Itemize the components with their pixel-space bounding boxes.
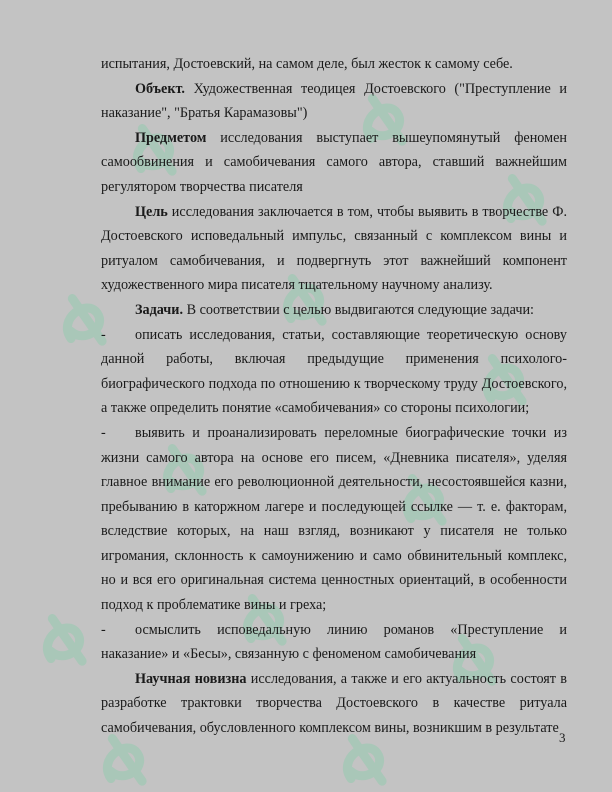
goal-text: исследования заключается в том, чтобы выявить в творчестве Ф. Достоевского исповедальный импульс, связанный с комплексом вины и ритуалом самобичевания, и подвергнуть этот важнейший компонент художественного мира писателя тщательному научному анализу. xyxy=(101,203,567,294)
page-number: 3 xyxy=(559,730,566,745)
object-label: Объект. xyxy=(135,80,185,97)
paragraph-tasks xyxy=(101,298,567,323)
tasks-label: Задачи. xyxy=(135,301,184,318)
object-text: Художественная теодицея Достоевского ("Преступление и наказание", "Братья Карамазовы") xyxy=(101,80,567,122)
list-marker: - xyxy=(101,621,106,638)
watermark-glyph xyxy=(333,732,392,792)
paragraph-goal xyxy=(101,200,567,298)
task-item-3 xyxy=(101,618,567,667)
list-marker: - xyxy=(101,424,106,441)
subject-text: исследования выступает вышеупомянутый феномен самообвинения и самобичевания самого автора, ставший важнейшим регулятором творчества писателя xyxy=(101,129,567,195)
task-text-3: осмыслить исповедальную линию романов «Преступление и наказание» и «Бесы», связанную с феноменом самобичевания xyxy=(101,621,567,663)
tasks-text: В соответствии с целью выдвигаются следующие задачи: xyxy=(183,301,535,318)
task-text-2: выявить и проанализировать переломные биографические точки из жизни самого автора на основе его писем, «Дневника писателя», уделяя главное внимание его революционной деятельности, несостоявшейся казни, пребыванию в каторжном лагере и последующей ссылке — т. е. факторам, вследствие которых, на наш взгляд, возникают у писателя не только игромания, склонность к самоунижению и само обвинительный комплекс, но и вся его оригинальная система ценностных ориентаций, в особенности подход к проблематике вины и греха; xyxy=(101,424,567,614)
task-item-1 xyxy=(101,323,567,421)
page-body xyxy=(101,52,567,741)
subject-label: Предметом xyxy=(135,129,207,146)
paragraph-subject xyxy=(101,126,567,200)
novelty-text: исследования, а также и его актуальность состоят в разработке трактовки творчества Достоевского в качестве ритуала самобичевания, обусловленного комплексом вины, возникшим в результате xyxy=(101,670,567,737)
task-item-2 xyxy=(101,421,567,618)
paragraph-object xyxy=(101,77,567,126)
list-marker: - xyxy=(101,326,106,343)
task-text-1: описать исследования, статьи, составляющие теоретическую основу данной работы, включая предыдущие применения психолого-биографического подхода по отношению к творческому труду Достоевского, а также определить понятие «самобичевания» со стороны психологии; xyxy=(101,326,567,417)
paragraph-novelty xyxy=(101,667,567,741)
watermark-glyph xyxy=(33,612,92,675)
goal-label: Цель xyxy=(135,203,168,220)
paragraph-intro-tail: испытания, Достоевский, на самом деле, был жесток к самому себе. xyxy=(101,56,513,72)
novelty-label: Научная новизна xyxy=(135,670,247,687)
watermark-glyph xyxy=(93,732,152,792)
